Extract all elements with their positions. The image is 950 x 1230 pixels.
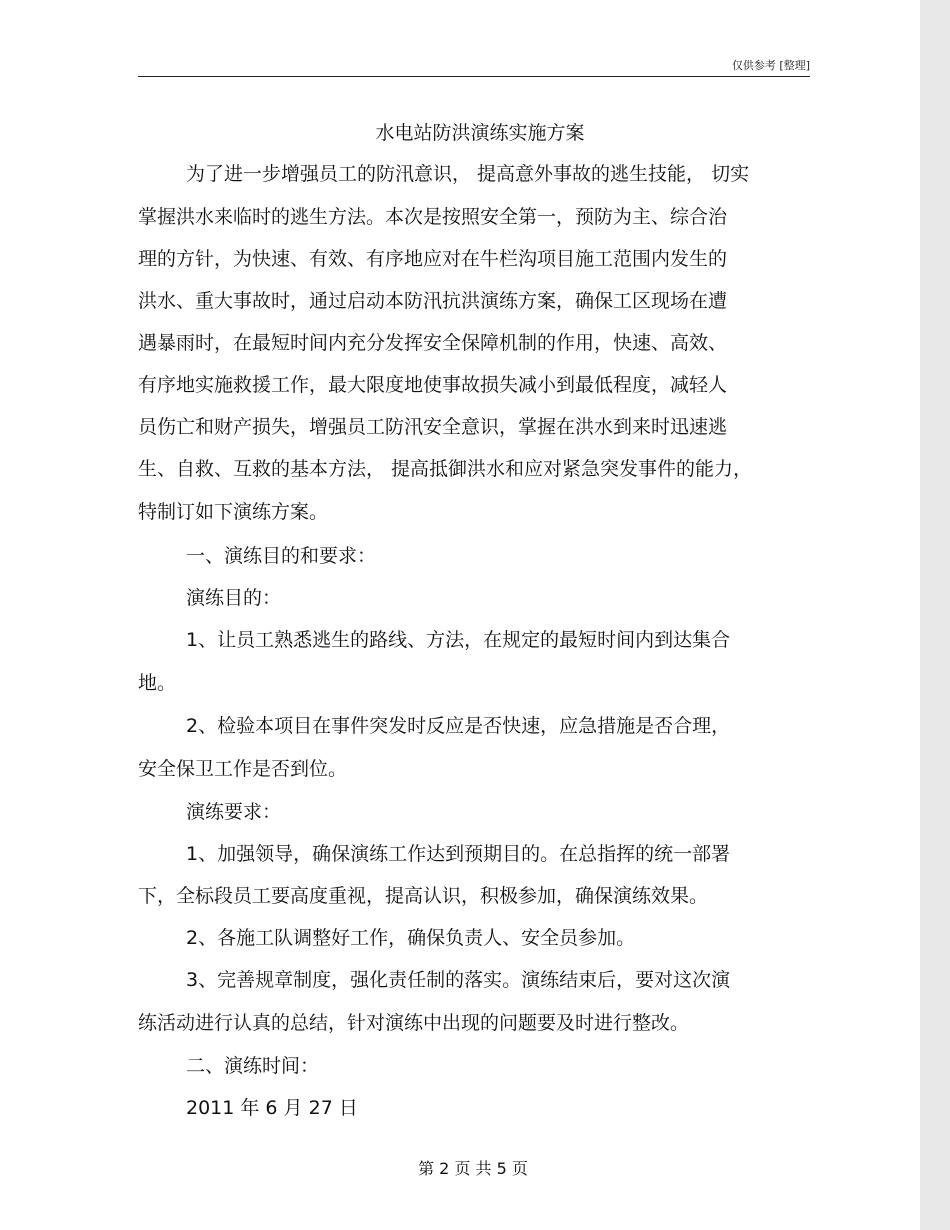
section-heading: 一、演练目的和要求： <box>186 545 377 567</box>
section-heading: 二、演练时间： <box>186 1055 320 1077</box>
subsection-heading: 演练目的： <box>186 587 282 609</box>
page-number: 第 2 页 共 5 页 <box>418 1159 528 1178</box>
paragraph-line: 1、加强领导，确保演练工作达到预期目的。在总指挥的统一部署 <box>186 843 731 865</box>
paragraph-line: 员伤亡和财产损失，增强员工防汛安全意识，掌握在洪水到来时迅速逃 <box>138 416 728 438</box>
paragraph-line: 下，全标段员工要高度重视，提高认识，积极参加，确保演练效果。 <box>138 885 709 907</box>
header-label: 仅供参考 [整理] <box>731 59 810 72</box>
paragraph-line: 地。 <box>138 672 177 694</box>
paragraph-line: 掌握洪水来临时的逃生方法。本次是按照安全第一，预防为主、综合治 <box>138 206 728 228</box>
paragraph-line: 生、自救、互救的基本方法， 提高抵御洪水和应对紧急突发事件的能力， <box>138 458 753 480</box>
paragraph-line: 有序地实施救援工作，最大限度地使事故损失减小到最低程度，减轻人 <box>138 374 728 396</box>
date-line: 2011 年 6 月 27 日 <box>186 1097 358 1119</box>
paragraph-line: 2、检验本项目在事件突发时反应是否快速，应急措施是否合理， <box>186 715 731 737</box>
paragraph-line: 特制订如下演练方案。 <box>138 501 329 523</box>
paragraph-line: 2、各施工队调整好工作，确保负责人、安全员参加。 <box>186 927 636 949</box>
document-title: 水电站防洪演练实施方案 <box>375 122 585 144</box>
paragraph-line: 洪水、重大事故时，通过启动本防汛抗洪演练方案，确保工区现场在遭 <box>138 290 728 312</box>
paragraph-line: 练活动进行认真的总结，针对演练中出现的问题要及时进行整改。 <box>138 1012 690 1034</box>
header-rule <box>138 76 810 77</box>
paragraph-line: 为了进一步增强员工的防汛意识， 提高意外事故的逃生技能， 切实 <box>186 163 750 185</box>
subsection-heading: 演练要求： <box>186 801 282 823</box>
paragraph-line: 安全保卫工作是否到位。 <box>138 758 348 780</box>
paragraph-line: 1、让员工熟悉逃生的路线、方法，在规定的最短时间内到达集合 <box>186 629 731 651</box>
paragraph-line: 理的方针，为快速、有效、有序地应对在牛栏沟项目施工范围内发生的 <box>138 248 728 270</box>
paragraph-line: 遇暴雨时，在最短时间内充分发挥安全保障机制的作用，快速、高效、 <box>138 332 728 354</box>
paragraph-line: 3、完善规章制度，强化责任制的落实。演练结束后，要对这次演 <box>186 969 731 991</box>
